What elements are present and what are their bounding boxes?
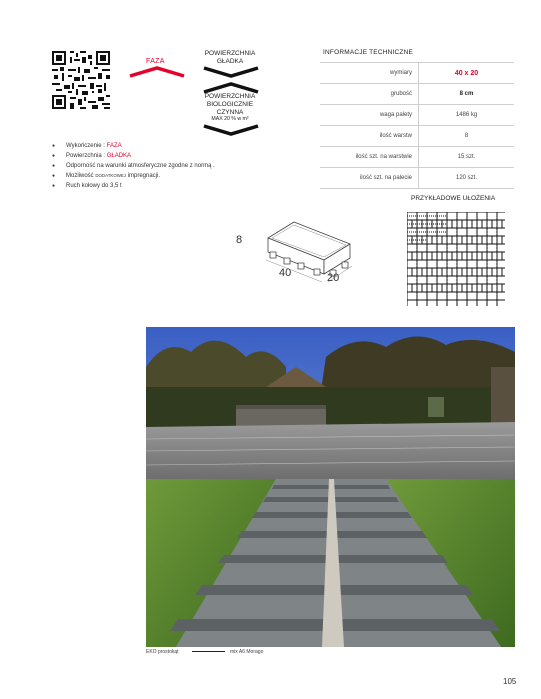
feature-traffic: ● Ruch kołowy do 3,5 t: [52, 181, 215, 191]
faza-label: FAZA: [146, 58, 165, 65]
table-row: ilość warstw 8: [320, 126, 514, 147]
feature-finish: ● Wykończenie : FAZA: [52, 141, 215, 151]
table-row: grubość 8 cm: [320, 84, 514, 105]
feature-impregnation: ● Możliwość DODATKOWEJ impregnacji.: [52, 171, 215, 181]
table-row: ilość szt. na palecie 120 szt.: [320, 168, 514, 189]
page-number: 105: [503, 677, 517, 686]
surface-smooth-label: POWIERZCHNIA GŁADKA: [204, 50, 256, 65]
dimension-length: 40: [279, 267, 292, 279]
surface-bio-chevron-bottom-icon: [202, 124, 260, 138]
surface-bio-label: POWIERZCHNIA BIOLOGICZNIE CZYNNA: [204, 93, 256, 116]
caption-product: EKO prostokąt: [146, 649, 179, 655]
surface-smooth-chevron-icon: [202, 66, 260, 80]
surface-bio-sub: MAX 20 % w m²: [211, 116, 249, 122]
qr-code: [52, 51, 110, 109]
paving-photo: [146, 327, 515, 647]
info-table: [320, 62, 514, 189]
table-row: wymiary 40 x 20: [320, 63, 514, 84]
features-list: [52, 141, 215, 191]
feature-surface: ● Powierzchnia : GŁADKA: [52, 151, 215, 161]
feature-weather: ● Odporność na warunki atmosferyczne zgodne z normą .: [52, 161, 215, 171]
table-row: waga palety 1486 kg: [320, 105, 514, 126]
dimension-width: 20: [327, 272, 340, 284]
caption-variant: mix A6 Morago: [230, 649, 264, 655]
layout-title: PRZYKŁADOWE UŁOŻENIA: [411, 195, 496, 202]
info-title: INFORMACJE TECHNICZNE: [323, 49, 414, 56]
table-row: ilość szt. na warstwie 15 szt.: [320, 147, 514, 168]
caption-divider: [192, 651, 225, 652]
paver-isometric-drawing: [258, 216, 358, 291]
dimension-height: 8: [236, 234, 243, 246]
faza-chevron-icon: [128, 64, 186, 78]
layout-pattern-drawing: [407, 212, 505, 306]
surface-bio-chevron-top-icon: [202, 80, 260, 94]
